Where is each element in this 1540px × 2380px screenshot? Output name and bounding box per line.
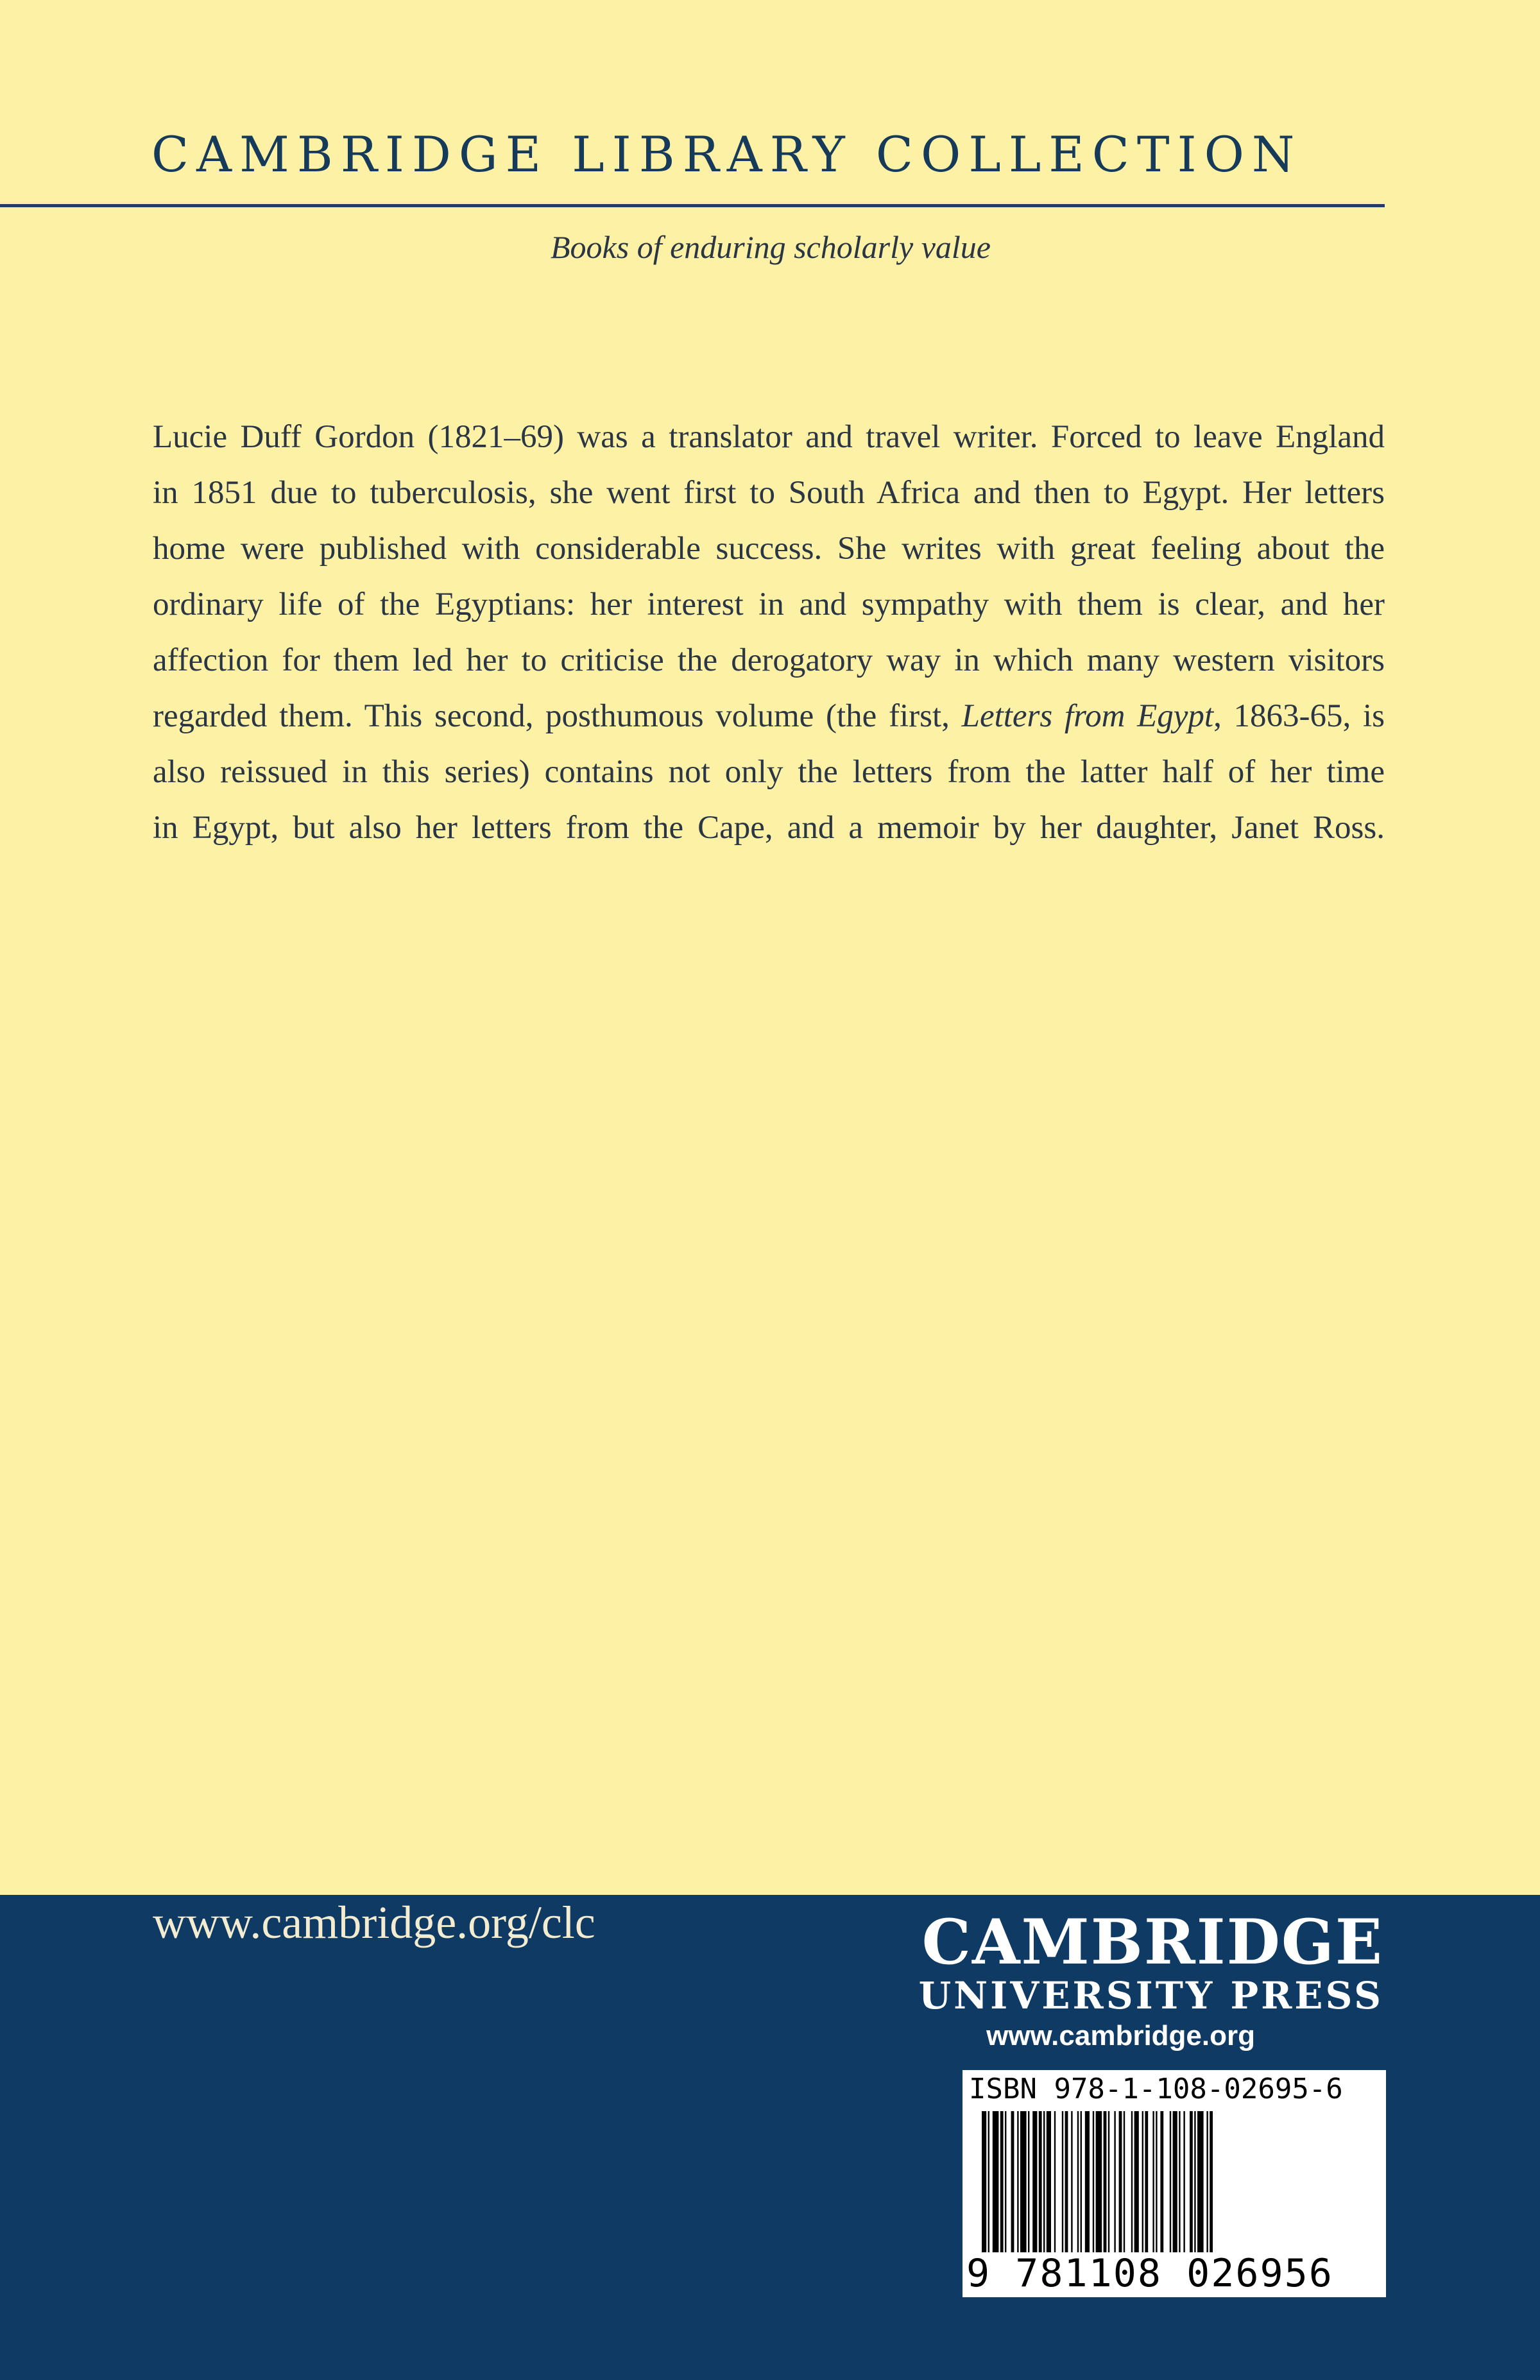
barcode-label <box>963 2070 1386 2297</box>
description-text: regarded them. This second, posthumous volume (the first, <box>153 698 962 734</box>
collection-url: www.cambridge.org/clc <box>153 1897 595 1948</box>
description-line: also reissued in this series) contains not only the letters from the latter half of her time <box>153 754 1385 790</box>
publisher-logo-subtitle: UNIVERSITY PRESS <box>918 1974 1383 2017</box>
barcode-digits: 9 781108 026956 <box>966 2251 1333 2296</box>
isbn-text: ISBN 978-1-108-02695-6 <box>969 2073 1343 2105</box>
book-description <box>153 409 1385 856</box>
series-tagline: Books of enduring scholarly value <box>551 229 991 265</box>
series-title: CAMBRIDGE LIBRARY COLLECTION <box>151 126 1303 183</box>
barcode-icon <box>982 2111 1373 2252</box>
publisher-url: www.cambridge.org <box>986 2020 1255 2051</box>
description-line: in Egypt, but also her letters from the Cape, and a memoir by her daughter, Janet Ross. <box>153 810 1385 846</box>
description-line: Lucie Duff Gordon (1821–69) was a translator and travel writer. Forced to leave England <box>153 419 1385 455</box>
title-rule <box>0 204 1385 207</box>
description-text: , 1863-65, is <box>1213 698 1385 734</box>
related-book-title: Letters from Egypt <box>961 698 1214 734</box>
publisher-logo-name: CAMBRIDGE <box>921 1906 1383 1978</box>
description-line: ordinary life of the Egyptians: her interest in and sympathy with them is clear, and her <box>153 586 1385 622</box>
description-line: home were published with considerable success. She writes with great feeling about the <box>153 531 1385 567</box>
description-line: affection for them led her to criticise the derogatory way in which many western visitors <box>153 642 1385 678</box>
description-line <box>153 689 1385 744</box>
description-line: in 1851 due to tuberculosis, she went first to South Africa and then to Egypt. Her letters <box>153 475 1385 511</box>
